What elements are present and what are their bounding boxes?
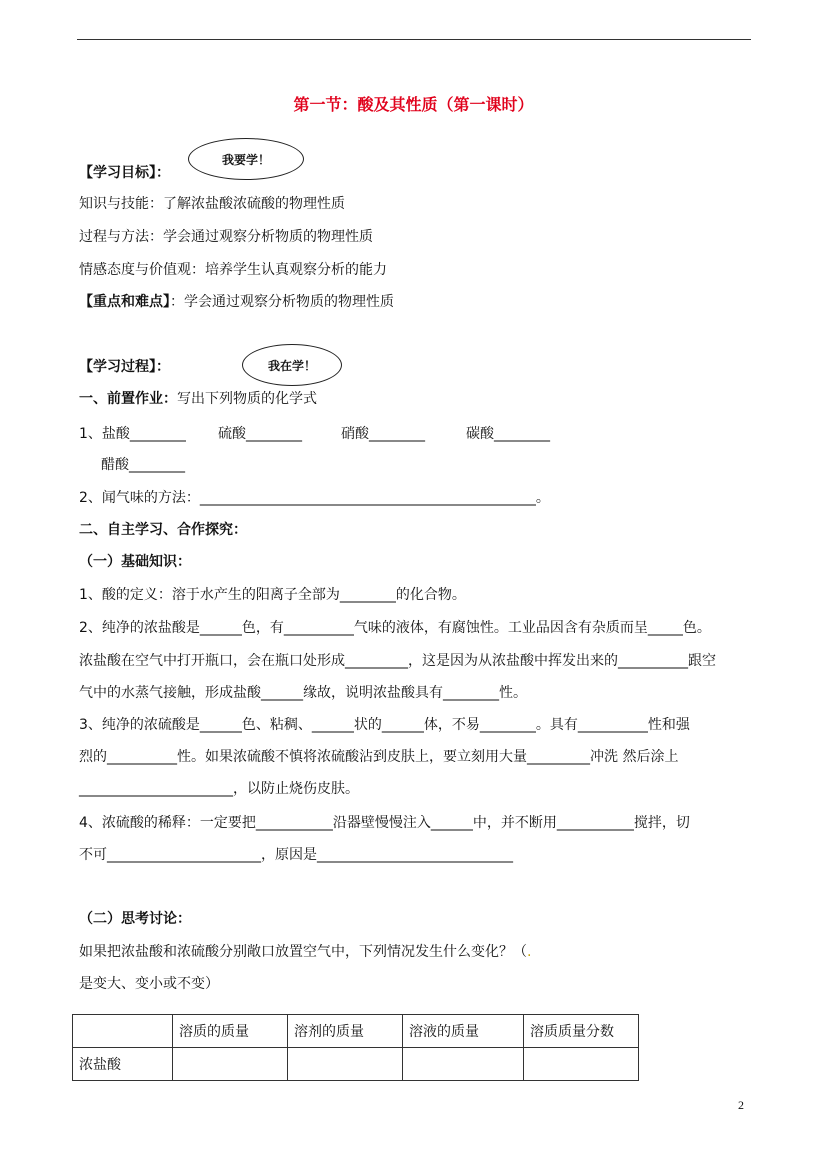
process-heading: 【学习过程】： — [79, 359, 170, 375]
item-hcl-line-3: 气中的水蒸气接触，形成盐酸______缘故，说明浓盐酸具有________性。 — [79, 685, 527, 701]
key-points-text: ：学会通过观察分析物质的物理性质 — [170, 294, 394, 310]
objectives-bubble-text: 我要学！ — [221, 152, 270, 167]
key-points — [79, 293, 394, 311]
process-bubble — [242, 344, 342, 386]
discussion-question-text: 如果把浓盐酸和浓硫酸分别敞口放置空气中，下列情况发生什么变化？（ — [79, 944, 527, 960]
objectives-heading: 【学习目标】： — [79, 165, 170, 181]
key-points-label: 【重点和难点】 — [79, 294, 170, 310]
q1-nitric: 硝酸________ — [341, 426, 425, 442]
q1-carbonic: 碳酸________ — [466, 426, 550, 442]
table-header-cell: 溶质的质量 — [173, 1015, 288, 1048]
discussion-question — [79, 943, 531, 961]
item-h2so4-line-3: ______________________，以防止烧伤皮肤。 — [79, 781, 359, 797]
item-dilution-line-2: 不可______________________，原因是____________________________ — [79, 847, 513, 863]
item-hcl-line-1: 2、纯净的浓盐酸是______色，有__________气味的液体，有腐蚀性。工业品因含有杂质而呈_____色。 — [79, 620, 711, 636]
header-rule — [77, 39, 751, 40]
basic-knowledge-heading: （一）基础知识： — [79, 554, 191, 570]
page-title: 第一节：酸及其性质（第一课时） — [293, 95, 534, 114]
section2-heading: 二、自主学习、合作探究： — [79, 522, 247, 538]
table-cell[interactable] — [173, 1048, 288, 1081]
table-row — [73, 1048, 639, 1081]
table-cell[interactable] — [288, 1048, 403, 1081]
table-header-row — [73, 1015, 639, 1048]
table-cell[interactable] — [524, 1048, 639, 1081]
objective-knowledge: 知识与技能：了解浓盐酸浓硫酸的物理性质 — [79, 196, 345, 212]
q1-sulfuric: 硫酸________ — [218, 426, 302, 442]
table-header-cell: 溶液的质量 — [403, 1015, 524, 1048]
q2-smell-method: 2、闻气味的方法：________________________________________________。 — [79, 490, 550, 506]
item-dilution-line-1: 4、浓硫酸的稀释：一定要把___________沿器壁慢慢注入______中，并不断用___________搅拌，切 — [79, 815, 690, 831]
discussion-dot: . — [527, 944, 532, 960]
change-table — [72, 1014, 639, 1081]
section1-label: 一、前置作业： — [79, 391, 177, 407]
table-cell[interactable] — [403, 1048, 524, 1081]
q1-acetic: 醋酸________ — [101, 457, 185, 473]
process-bubble-text: 我在学！ — [267, 358, 316, 373]
table-cell: 浓盐酸 — [73, 1048, 173, 1081]
item-h2so4-line-2: 烈的__________性。如果浓硫酸不慎将浓硫酸沾到皮肤上，要立刻用大量_________冲洗 然后涂上 — [79, 749, 679, 765]
item-acid-definition: 1、酸的定义：溶于水产生的阳离子全部为________的化合物。 — [79, 587, 466, 603]
table-header-cell — [73, 1015, 173, 1048]
objective-process: 过程与方法：学会通过观察分析物质的物理性质 — [79, 229, 373, 245]
section1-text: 写出下列物质的化学式 — [177, 391, 317, 407]
discussion-heading: （二）思考讨论： — [79, 911, 191, 927]
table-header-cell: 溶剂的质量 — [288, 1015, 403, 1048]
section1-line — [79, 390, 317, 408]
objectives-bubble — [188, 138, 304, 180]
objective-attitude: 情感态度与价值观：培养学生认真观察分析的能力 — [79, 262, 387, 278]
item-hcl-line-2: 浓盐酸在空气中打开瓶口，会在瓶口处形成_________，这是因为从浓盐酸中挥发出来的__________跟空 — [79, 653, 716, 669]
q1-hydrochloric: 1、盐酸________ — [79, 426, 186, 442]
page-number: 2 — [738, 1098, 744, 1112]
discussion-question-cont: 是变大、变小或不变） — [79, 976, 219, 992]
item-h2so4-line-1: 3、纯净的浓硫酸是______色、粘稠、______状的______体，不易________。具有__________性和强 — [79, 717, 690, 733]
table-header-cell: 溶质质量分数 — [524, 1015, 639, 1048]
